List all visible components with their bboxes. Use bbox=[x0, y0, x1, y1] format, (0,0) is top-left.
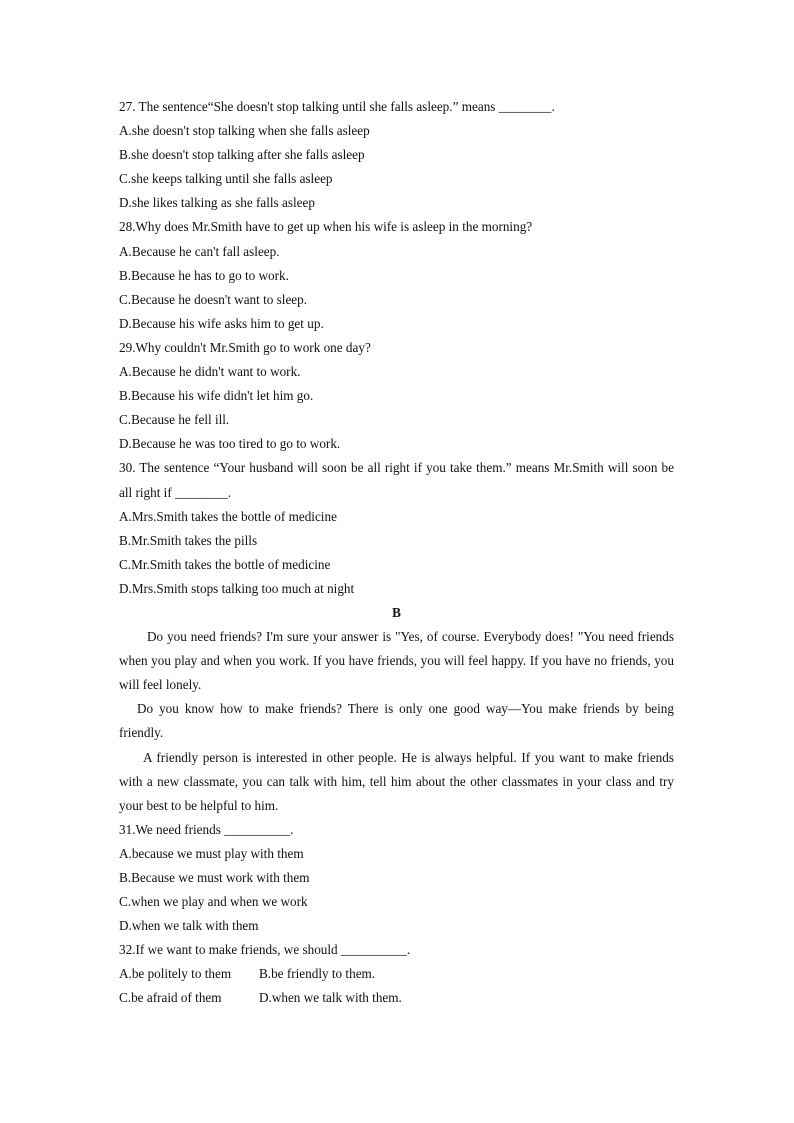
option-b: B.she doesn't stop talking after she falls asleep bbox=[119, 147, 365, 163]
option-c: C.Because he doesn't want to sleep. bbox=[119, 291, 308, 307]
question-29 bbox=[119, 336, 674, 456]
option-b: B.be friendly to them. bbox=[259, 966, 376, 982]
passage-paragraph: Do you need friends? I'm sure your answer is "Yes, of course. Everybody does! "You need friends when you play and when you work. If you have friends, you will feel happy. If you have no friends, you will feel lonely. bbox=[119, 629, 674, 693]
option-a: A.be politely to them bbox=[119, 966, 232, 982]
option-c: C.when we play and when we work bbox=[119, 894, 308, 910]
option-a: A.Because he can't fall asleep. bbox=[119, 243, 280, 259]
option-c: C.be afraid of them bbox=[119, 990, 222, 1006]
option-a: A.Because he didn't want to work. bbox=[119, 364, 301, 380]
passage-paragraph: A friendly person is interested in other people. He is always helpful. If you want to make friends with a new classmate, you can talk with him, tell him about the other classmates in your class and try your best to be helpful to him. bbox=[119, 749, 674, 813]
option-c: C.she keeps talking until she falls asleep bbox=[119, 171, 333, 187]
option-b: B.Because his wife didn't let him go. bbox=[119, 388, 314, 404]
question-stem: 32.If we want to make friends, we should __________. bbox=[119, 942, 411, 958]
question-stem: 27. The sentence“She doesn't stop talking until she falls asleep.” means ________. bbox=[119, 99, 555, 114]
question-stem: 29.Why couldn't Mr.Smith go to work one day? bbox=[119, 339, 371, 355]
option-c: C.Mr.Smith takes the bottle of medicine bbox=[119, 556, 331, 572]
option-d: D.Mrs.Smith stops talking too much at night bbox=[119, 580, 355, 596]
option-b: B.Mr.Smith takes the pills bbox=[119, 532, 258, 548]
option-a: A.Mrs.Smith takes the bottle of medicine bbox=[119, 508, 337, 524]
exam-page bbox=[119, 95, 674, 1011]
question-28 bbox=[119, 215, 674, 335]
option-d: D.she likes talking as she falls asleep bbox=[119, 195, 315, 211]
option-d: D.Because his wife asks him to get up. bbox=[119, 315, 324, 331]
passage-paragraph: Do you know how to make friends? There is only one good way—You make friends by being friendly. bbox=[119, 701, 674, 741]
option-d: D.when we talk with them bbox=[119, 918, 259, 934]
question-31 bbox=[119, 818, 674, 938]
question-30 bbox=[119, 456, 674, 601]
option-a: A.she doesn't stop talking when she falls asleep bbox=[119, 123, 370, 139]
option-b: B.Because we must work with them bbox=[119, 870, 310, 885]
section-heading: B bbox=[392, 604, 401, 620]
option-d: D.when we talk with them. bbox=[259, 990, 402, 1006]
option-d: D.Because he was too tired to go to work. bbox=[119, 436, 341, 452]
question-32 bbox=[119, 938, 674, 1010]
option-row bbox=[119, 986, 674, 1010]
option-b: B.Because he has to go to work. bbox=[119, 267, 289, 283]
option-c: C.Because he fell ill. bbox=[119, 412, 230, 428]
question-stem: 30. The sentence “Your husband will soon be all right if you take them.” means Mr.Smith will soon be all right if ________. bbox=[119, 460, 674, 500]
question-stem: 31.We need friends __________. bbox=[119, 821, 294, 837]
option-a: A.because we must play with them bbox=[119, 845, 304, 861]
question-stem: 28.Why does Mr.Smith have to get up when his wife is asleep in the morning? bbox=[119, 219, 533, 235]
question-27 bbox=[119, 95, 674, 215]
option-row bbox=[119, 962, 674, 986]
